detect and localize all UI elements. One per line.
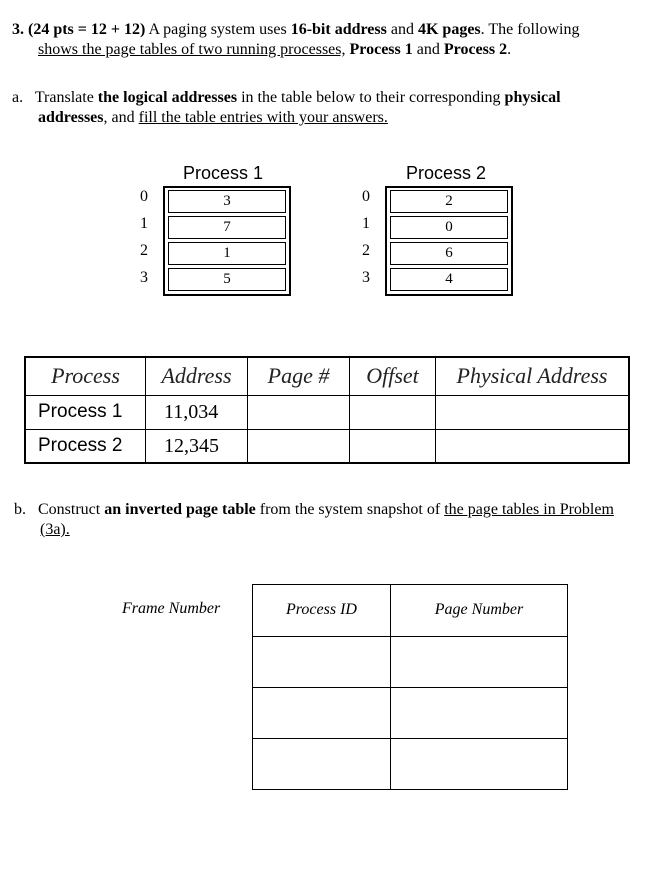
row-2-process: Process 2 xyxy=(26,430,146,462)
part-a-physical: physical xyxy=(504,89,561,106)
part-a-letter: a. xyxy=(12,89,24,106)
part-a-text-3: , and xyxy=(103,109,135,126)
page-size: 4K pages xyxy=(417,21,481,38)
p1-frame-2: 1 xyxy=(168,242,286,265)
p2-index-0: 0 xyxy=(362,188,370,205)
header-address: Address xyxy=(146,358,248,396)
part-b-line-2 xyxy=(40,520,640,540)
row-2-physical-cell[interactable] xyxy=(436,430,628,462)
inv-row-2-page-cell[interactable] xyxy=(391,688,567,739)
p2-frame-1: 0 xyxy=(390,216,508,239)
inv-row-2-process-cell[interactable] xyxy=(253,688,391,739)
frame-number-label: Frame Number xyxy=(122,600,221,617)
question-text-end: . The following xyxy=(480,21,580,38)
header-page-number: Page # xyxy=(248,358,350,396)
row-1-process: Process 1 xyxy=(26,396,146,430)
inverted-page-table xyxy=(252,584,568,790)
header-process: Process xyxy=(26,358,146,396)
p1-index-1: 1 xyxy=(140,215,148,232)
p2-frame-0: 2 xyxy=(390,190,508,213)
part-a-addresses: addresses xyxy=(38,109,104,126)
part-a-line-1 xyxy=(12,88,652,108)
address-bits: 16-bit address xyxy=(290,21,387,38)
part-b-text-2: from the system snapshot of xyxy=(259,501,441,518)
row-1-address: 11,034 xyxy=(146,396,248,430)
part-a-text: Translate xyxy=(34,89,94,106)
question-text-and: and xyxy=(390,21,414,38)
row-1-page-cell[interactable] xyxy=(248,396,350,430)
process-2-page-table xyxy=(385,186,513,296)
p1-frame-0: 3 xyxy=(168,190,286,213)
inv-row-3-process-cell[interactable] xyxy=(253,739,391,789)
row-2-page-cell[interactable] xyxy=(248,430,350,462)
p1-index-3: 3 xyxy=(140,269,148,286)
process-1-page-table xyxy=(163,186,291,296)
p1-index-0: 0 xyxy=(140,188,148,205)
part-a-logical: the logical addresses xyxy=(97,89,238,106)
process-2-title: Process 2 xyxy=(406,163,487,183)
row-2-address: 12,345 xyxy=(146,430,248,462)
inv-row-3-page-cell[interactable] xyxy=(391,739,567,789)
question-number: 3. xyxy=(12,21,24,38)
part-b-letter: b. xyxy=(14,501,26,518)
part-b-line-1 xyxy=(14,500,660,520)
part-a-line-2 xyxy=(38,108,648,128)
inv-header-page-number: Page Number xyxy=(391,585,567,637)
translation-table xyxy=(24,356,630,464)
p1-frame-1: 7 xyxy=(168,216,286,239)
inv-row-1-process-cell[interactable] xyxy=(253,637,391,688)
part-b-inverted: an inverted page table xyxy=(104,501,256,518)
row-1-physical-cell[interactable] xyxy=(436,396,628,430)
part-a-instruction: fill the table entries with your answers. xyxy=(138,109,388,126)
process-1-ref: Process 1 xyxy=(349,41,413,58)
p2-index-2: 2 xyxy=(362,242,370,259)
part-b-text: Construct xyxy=(38,501,101,518)
p1-frame-3: 5 xyxy=(168,268,286,291)
question-line-2 xyxy=(38,40,648,60)
header-offset: Offset xyxy=(350,358,436,396)
process-1-title: Process 1 xyxy=(183,163,264,183)
header-physical-address: Physical Address xyxy=(436,358,628,396)
part-b-reference: the page tables in Problem xyxy=(444,501,614,518)
inv-header-process-id: Process ID xyxy=(253,585,391,637)
part-a-text-2: in the table below to their corresponding xyxy=(241,89,501,106)
question-period: . xyxy=(507,41,512,58)
row-2-offset-cell[interactable] xyxy=(350,430,436,462)
p2-index-3: 3 xyxy=(362,269,370,286)
inv-row-1-page-cell[interactable] xyxy=(391,637,567,688)
p2-frame-3: 4 xyxy=(390,268,508,291)
p1-index-2: 2 xyxy=(140,242,148,259)
question-line-1 xyxy=(12,20,652,40)
question-text-and-2: and xyxy=(416,41,440,58)
process-2-ref: Process 2 xyxy=(443,41,508,58)
row-1-offset-cell[interactable] xyxy=(350,396,436,430)
p2-index-1: 1 xyxy=(362,215,370,232)
part-b-reference-2: (3a). xyxy=(40,521,70,538)
question-text: A paging system uses xyxy=(148,21,287,38)
p2-frame-2: 6 xyxy=(390,242,508,265)
question-underlined: shows the page tables of two running processes, xyxy=(38,41,346,58)
question-points: (24 pts = 12 + 12) xyxy=(28,21,146,38)
